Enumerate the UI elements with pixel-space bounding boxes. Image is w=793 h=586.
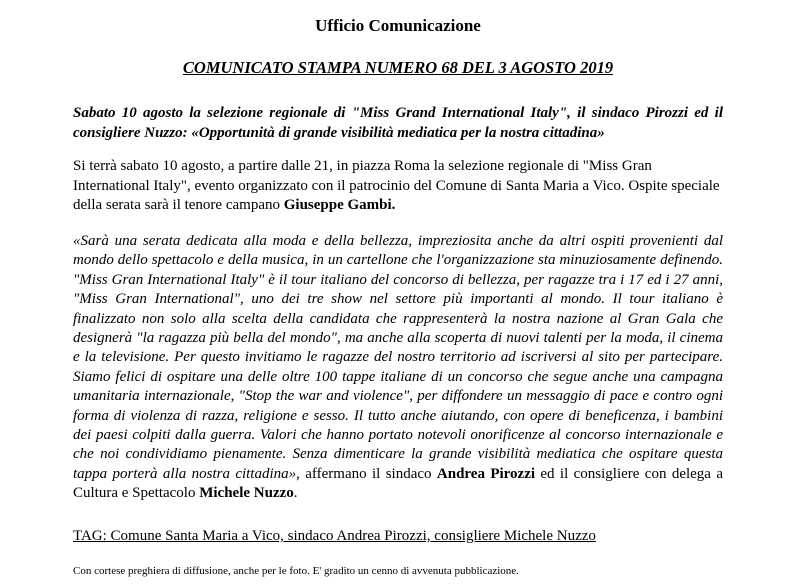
release-title: COMUNICATO STAMPA NUMERO 68 DEL 3 AGOSTO 2019 — [182, 58, 614, 77]
mayor-name: Andrea Pirozzi — [436, 465, 536, 482]
footer-note: Con cortese preghiera di diffusione, anche per le foto. E' gradito un cenno di avvenuta pubblicazione. — [73, 565, 519, 577]
tag-line: TAG: Comune Santa Maria a Vico, sindaco Andrea Pirozzi, consigliere Michele Nuzzo — [73, 528, 596, 544]
councillor-name: Michele Nuzzo — [199, 485, 294, 502]
affirm-end: . — [293, 485, 298, 502]
quote-paragraph — [73, 232, 723, 504]
affirm-mid: ed il consigliere con delega a Cultura e Spettacolo — [73, 465, 723, 502]
lead-paragraph: Sabato 10 agosto la selezione regionale di "Miss Grand International Italy", il sindaco Pirozzi ed il consigliere Nuzzo: «Opportunità di grande visibilità mediatica per la nostra cittadina» — [73, 105, 723, 141]
intro-paragraph — [73, 157, 723, 216]
intro-text: Si terrà sabato 10 agosto, a partire dalle 21, in piazza Roma la selezione regionale di "Miss Gran International Italy", evento organizzato con il patrocinio del Comune di Santa Maria a Vico. Ospite speciale della serata sarà il tenore campano — [73, 158, 720, 213]
guest-name: Giuseppe Gambi. — [283, 197, 396, 213]
quote-text: «Sarà una serata dedicata alla moda e della bellezza, impreziosita anche da altri ospiti provenienti dal mondo dello spettacolo e della musica, in un cartellone che l'organizzazione sta minuziosamente definendo. "Miss Gran International Italy" è il tour italiano del concorso di bellezza, per ragazze tra i 17 ed i 27 anni, "Miss Gran International", uno dei tre show nel settore più importanti al mondo. Il tour italiano è finalizzato non solo alla scelta della candidata che rappresenterà la nostra nazione al Gran Gala che designerà "la ragazza più bella del mondo", ma anche alla scoperta di nuovi talenti per la moda, il cinema e la televisione. Per questo invitiamo le ragazze del nostro territorio ad iscriversi al sito per partecipare. Siamo felici di ospitare una delle oltre 100 tappe italiane di un concorso che segue anche una campagna umanitaria internazionale, "Stop the war and violence", per diffondere un messaggio di pace e contro ogni forma di violenza di razza, religione e sesso. Il tutto anche aiutando, con opere di beneficenza, i bambini dei paesi colpiti dalla guerra. Valori che hanno portato notevoli onorificenze al concorso internazionale e che noi condividiamo pienamente. Senza dimenticare la grande visibilità mediatica che ospitare questa tappa porterà alla nostra cittadina» — [73, 233, 723, 482]
affirm-prefix: , affermano il sindaco — [296, 465, 437, 482]
office-heading: Ufficio Comunicazione — [315, 16, 481, 35]
